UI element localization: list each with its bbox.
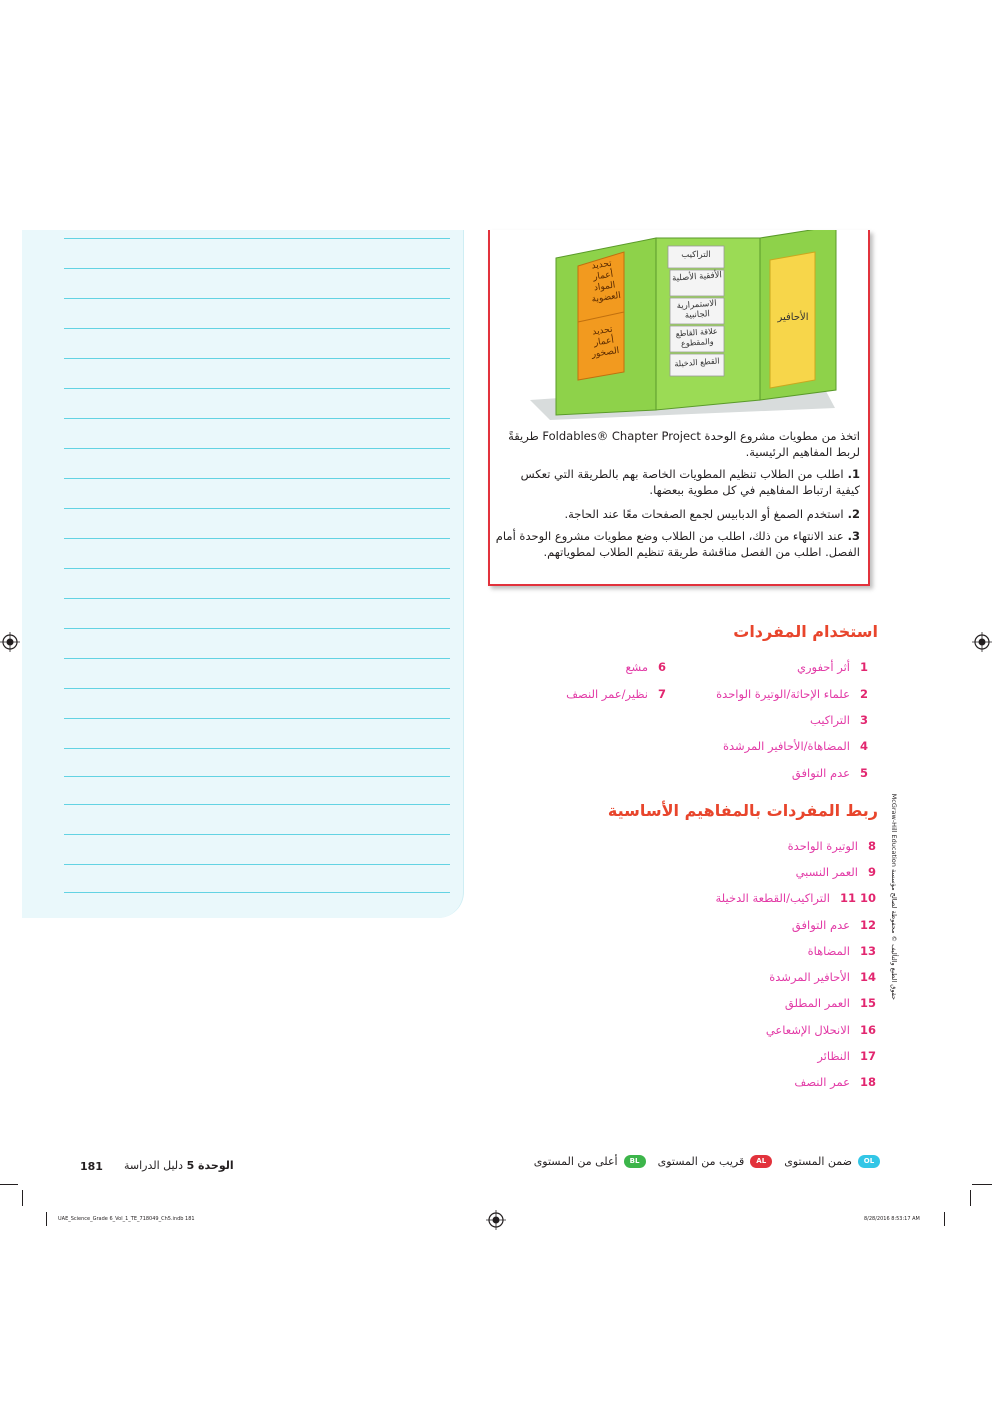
connect-item: 12عدم التوافق bbox=[791, 918, 876, 932]
note-line bbox=[64, 748, 450, 749]
note-line bbox=[64, 418, 450, 419]
step-number: 2. bbox=[847, 507, 860, 521]
note-line bbox=[64, 448, 450, 449]
note-line bbox=[64, 328, 450, 329]
note-line bbox=[64, 834, 450, 835]
foldable-label-fossils: الأحافير bbox=[777, 312, 809, 323]
vocab-item: 4المضاهاة/الأحافير المرشدة bbox=[722, 739, 868, 753]
note-line bbox=[64, 538, 450, 539]
foldable-tab-2: الأفقية الأصلية bbox=[671, 270, 723, 284]
connect-item: 14الأحافير المرشدة bbox=[769, 970, 876, 984]
step-number: 1. bbox=[847, 467, 860, 481]
foldables-step-1 bbox=[500, 466, 860, 498]
connect-item: 16الانحلال الإشعاعي bbox=[765, 1023, 876, 1037]
note-line bbox=[64, 776, 450, 777]
foldables-step-2 bbox=[500, 506, 860, 522]
connect-item: 15العمر المطلق bbox=[784, 996, 876, 1010]
vocab-item: 2علماء الإحاثة/الوتيرة الواحدة bbox=[716, 687, 868, 701]
foldables-box bbox=[488, 230, 870, 586]
note-line bbox=[64, 804, 450, 805]
vocab-item: 3التراكيب bbox=[810, 713, 868, 727]
step-text: استخدم الصمغ أو الدبابيس لجمع الصفحات معًا عند الحاجة. bbox=[564, 507, 844, 521]
crop-mark bbox=[22, 1190, 23, 1206]
registration-mark-icon bbox=[972, 632, 992, 652]
connect-item: 10 11التراكيب/القطعة الدخيلة bbox=[715, 891, 876, 905]
print-slug-right: 8/28/2016 8:53:17 AM bbox=[864, 1216, 920, 1222]
connect-item: 18عمر النصف bbox=[794, 1075, 876, 1089]
crop-mark bbox=[46, 1212, 47, 1226]
foldable-label-rocks: تحديد أعمار الصخور bbox=[590, 324, 620, 360]
foldables-intro: اتخذ من مطويات مشروع الوحدة Foldables® Chapter Project طريقةً لربط المفاهيم الرئيسية. bbox=[508, 429, 860, 459]
note-line bbox=[64, 568, 450, 569]
level-badge-bl: BL bbox=[624, 1155, 646, 1168]
vocab-item: 7نظير/عمر النصف bbox=[566, 687, 666, 701]
vocab-heading: استخدام المفردات bbox=[733, 622, 878, 641]
crop-mark bbox=[972, 1184, 992, 1185]
note-line bbox=[64, 864, 450, 865]
foldable-tab-1: التراكيب bbox=[681, 250, 711, 260]
footer-unit-title: دليل الدراسة bbox=[124, 1159, 184, 1172]
level-badge-ol: OL bbox=[858, 1155, 880, 1168]
level-label: ضمن المستوى bbox=[784, 1155, 852, 1168]
note-line bbox=[64, 688, 450, 689]
footer-unit bbox=[124, 1159, 234, 1172]
copyright-credit: حقوق الطبع والتأليف © محفوظة لصالح مؤسسة McGraw-Hill Education bbox=[890, 793, 898, 1000]
note-line bbox=[64, 508, 450, 509]
step-number: 3. bbox=[847, 529, 860, 543]
print-slug-left: UAE_Science_Grade 6_Vol_1_TE_718049_Ch5.indb 181 bbox=[58, 1216, 195, 1222]
foldable-label-organic: تحديد أعمار المواد العضوية bbox=[590, 258, 622, 305]
note-line bbox=[64, 478, 450, 479]
note-line bbox=[64, 892, 450, 893]
foldable-tab-5: القطع الدخيلة bbox=[674, 356, 720, 369]
connect-item: 13المضاهاة bbox=[807, 944, 876, 958]
step-text: عند الانتهاء من ذلك، اطلب من الطلاب وضع مطويات مشروع الوحدة أمام الفصل. اطلب من الفصل مناقشة طريقة تنظيم الطلاب لمطوياتهم. bbox=[495, 529, 860, 559]
note-line bbox=[64, 358, 450, 359]
notes-panel bbox=[22, 230, 464, 918]
foldable-tab-3: الاستمرارية الجانبية bbox=[676, 298, 717, 321]
note-line bbox=[64, 598, 450, 599]
note-line bbox=[64, 268, 450, 269]
registration-mark-icon bbox=[0, 632, 20, 652]
foldables-step-3 bbox=[488, 528, 860, 560]
connect-item: 8الوتيرة الواحدة bbox=[787, 839, 876, 853]
connect-item: 17النظائر bbox=[817, 1049, 876, 1063]
vocab-item: 1أثر أحفوري bbox=[796, 660, 868, 674]
note-line bbox=[64, 718, 450, 719]
note-line bbox=[64, 658, 450, 659]
connect-item: 9العمر النسبي bbox=[795, 865, 876, 879]
connect-heading: ربط المفردات بالمفاهيم الأساسية bbox=[607, 801, 878, 820]
note-line bbox=[64, 628, 450, 629]
note-line bbox=[64, 238, 450, 239]
crop-mark bbox=[944, 1212, 945, 1226]
level-badge-al: AL bbox=[750, 1155, 772, 1168]
level-label: أعلى من المستوى bbox=[533, 1155, 618, 1168]
note-line bbox=[64, 298, 450, 299]
registration-mark-icon bbox=[486, 1210, 506, 1230]
footer-unit-label: الوحدة 5 bbox=[186, 1159, 234, 1172]
vocab-item: 6مشع bbox=[625, 660, 666, 674]
foldable-tab-4: علاقة القاطع والمقطوع bbox=[675, 326, 718, 349]
crop-mark bbox=[0, 1184, 18, 1185]
page-number: 181 bbox=[80, 1160, 103, 1173]
vocab-item: 5عدم التوافق bbox=[791, 766, 868, 780]
crop-mark bbox=[970, 1190, 971, 1206]
step-text: اطلب من الطلاب تنظيم المطويات الخاصة بهم بالطريقة التي تعكس كيفية ارتباط المفاهيم في كل مطوية ببعضها. bbox=[520, 467, 860, 497]
level-label: قريب من المستوى bbox=[657, 1155, 745, 1168]
level-legend bbox=[534, 1155, 880, 1168]
note-line bbox=[64, 388, 450, 389]
